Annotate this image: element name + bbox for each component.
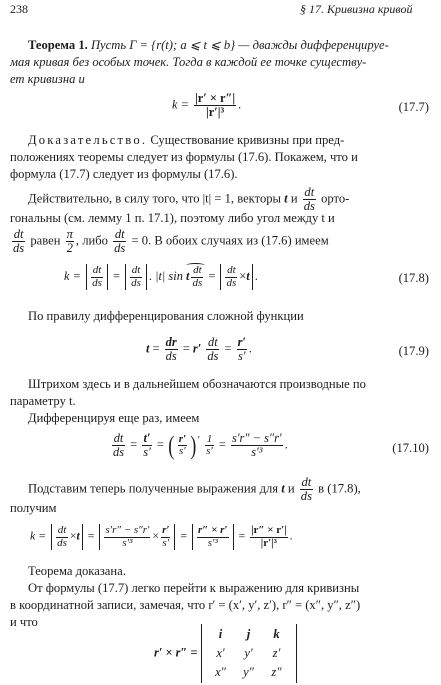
frac-den: s′³	[207, 536, 218, 549]
formula-k-dot: .	[238, 97, 242, 112]
frac-num: dt	[227, 264, 236, 276]
para6-t: t	[281, 481, 285, 496]
equals: =	[130, 437, 138, 452]
theorem-proved: Теорема доказана.	[28, 564, 126, 578]
frac-num: dt	[13, 227, 24, 241]
frac-den: ds	[226, 276, 237, 289]
matrix-cell: y″	[243, 665, 254, 679]
para5: Дифференцируя еще раз, имеем	[28, 411, 200, 425]
abs-bar	[86, 264, 87, 290]
para6-text-a: Подставим теперь полученные выражения для	[28, 481, 279, 496]
equation-number-17-9: (17.9)	[398, 344, 429, 358]
dot: .	[284, 437, 288, 452]
para2-frac-pi-2	[66, 228, 74, 255]
frac-num: dt	[301, 475, 312, 489]
para7: получим	[10, 501, 57, 515]
para2-text-b: и	[290, 191, 298, 206]
para8-line-3: и что	[10, 615, 38, 629]
abs-bar	[233, 524, 234, 550]
para2-text-a: Действительно, в силу того, что |t| = 1, векторы	[28, 191, 281, 206]
matrix-cell: y′	[244, 646, 253, 660]
formula-k-denominator: |r′|³	[206, 105, 225, 119]
equation-number-17-7: (17.7)	[398, 100, 429, 114]
frac-dt-ds	[91, 265, 103, 289]
matrix-cell: j	[246, 627, 251, 641]
determinant-matrix	[201, 624, 297, 683]
para2-frac-dt-ds-2	[12, 228, 25, 255]
frac-num: dt	[92, 264, 102, 276]
proof-line-3: формула (17.7) следует из формулы (17.6).	[10, 167, 238, 181]
frac-cross-s3	[197, 525, 229, 549]
abs-bar	[252, 264, 253, 290]
theorem-label: Теорема 1.	[28, 38, 88, 52]
formula-lhs: k =	[64, 268, 81, 283]
frac-den: s′³	[122, 536, 133, 549]
abs-bar	[174, 524, 175, 550]
proof-text-1: Существование кривизны при пред-	[150, 133, 345, 147]
proof-label: Доказательство.	[28, 133, 148, 147]
frac-dt-ds	[225, 265, 237, 289]
frac-num: 1	[206, 432, 213, 445]
abs-bar	[82, 524, 83, 550]
equals: =	[112, 268, 120, 283]
page-number: 238	[10, 2, 28, 16]
frac-t-s	[142, 432, 152, 459]
matrix-cell: k	[273, 627, 280, 641]
para8-line-2: в координатной записи, замечая, что r′ = (x′, y′, z′), r″ = (x″, y″, z″)	[10, 598, 361, 612]
frac-den: ds	[92, 276, 102, 289]
theorem-text-1: Пусть Γ = {r(t); a ⩽ t ⩽ b} — дважды дифференцируе-	[90, 38, 389, 52]
frac-num: dt	[304, 185, 315, 199]
cross-product-determinant	[154, 624, 297, 683]
frac-num: t′	[143, 431, 151, 445]
equation-number-17-8: (17.8)	[398, 271, 429, 285]
frac-num: |r″ × r′|	[251, 524, 287, 536]
para4-line-2: параметру t.	[10, 394, 76, 408]
frac-dt-ds	[130, 265, 142, 289]
para6-frac-dt-ds	[300, 476, 313, 503]
frac-den: ds	[300, 489, 312, 503]
frac-den: s′	[179, 445, 186, 457]
matrix-cell: x″	[215, 665, 226, 679]
frac-num: π	[66, 227, 73, 241]
abs-bar	[146, 264, 147, 290]
frac-den: ds	[13, 241, 25, 255]
para2-line-3	[10, 228, 329, 255]
r-prime: r′	[192, 341, 202, 356]
para2-text-equal: равен	[30, 233, 61, 248]
abs-bar	[99, 524, 100, 550]
dot: .	[254, 268, 258, 283]
frac-num: r″ × r′	[198, 524, 228, 536]
abs-bar	[192, 524, 193, 550]
equals: =	[87, 528, 95, 543]
frac-second-derivative	[104, 525, 150, 549]
cross-t: t	[246, 268, 250, 283]
formula-k-lhs: k =	[172, 97, 189, 112]
para8-line-1: От формулы (17.7) легко перейти к выражению для кривизны	[28, 581, 360, 595]
frac-den: s′³	[251, 445, 263, 459]
frac-r-s	[161, 525, 170, 549]
para2-text-cases: = 0. В обоих случаях из (17.6) имеем	[131, 233, 329, 248]
frac-den: s′	[206, 445, 213, 457]
frac-den: s′	[237, 349, 246, 363]
equals: =	[224, 341, 232, 356]
frac-r-s	[178, 434, 187, 458]
frac-num: s′r″ − s″r′	[105, 524, 150, 536]
para2-text-c: орто-	[321, 191, 350, 206]
para6-text-c: в (17.8),	[318, 481, 361, 496]
formula-k-fraction	[194, 92, 236, 119]
paren-close: )	[190, 430, 197, 460]
frac-second-derivative	[231, 432, 283, 459]
frac-den: ds	[192, 276, 203, 289]
frac-num: dt	[114, 227, 125, 241]
dot: .	[148, 268, 152, 283]
para4-line-1: Штрихом здесь и в дальнейшем обозначаются производные по	[28, 377, 366, 391]
formula-lhs: k =	[30, 528, 47, 543]
frac-num: r′	[178, 432, 187, 445]
para2-frac-dt-ds-3	[113, 228, 126, 255]
abs-bar	[51, 524, 52, 550]
equals: =	[218, 437, 226, 452]
frac-den: s′	[162, 536, 170, 549]
formula-17-7	[172, 92, 241, 119]
equals: =	[156, 437, 164, 452]
para2-line-1	[28, 186, 349, 213]
proof-line-1	[28, 133, 344, 148]
theorem-line-1	[28, 38, 389, 53]
equals: =	[180, 528, 188, 543]
abs-bar	[107, 264, 108, 290]
frac-dt-ds	[191, 265, 203, 289]
frac-den: ds	[165, 349, 177, 363]
frac-den: s′	[143, 445, 151, 459]
para2-frac-dt-ds	[303, 186, 316, 213]
equals: =	[208, 268, 216, 283]
formula-k-numerator: |r′ × r″|	[195, 91, 236, 105]
frac-num: dt	[208, 335, 218, 349]
frac-dt-ds	[206, 336, 219, 363]
frac-num: dt	[57, 524, 67, 536]
running-header: § 17. Кривизна кривой	[300, 2, 413, 16]
theorem-line-3: ет кривизна и	[10, 72, 85, 86]
lhs-t: t	[146, 341, 150, 356]
equals: =	[152, 341, 160, 356]
formula-17-9	[146, 336, 252, 363]
proof-line-2: положениях теоремы следует из формулы (17.6). Покажем, что и	[10, 150, 358, 164]
frac-den: |r′|³	[260, 536, 277, 549]
frac-dt-ds	[112, 432, 125, 459]
frac-num: r′	[162, 524, 170, 536]
frac-den: ds	[131, 276, 141, 289]
frac-num: dr	[165, 335, 177, 349]
matrix-cell: z′	[272, 646, 281, 660]
frac-dt-ds	[56, 525, 68, 549]
frac-num: dt	[193, 264, 202, 276]
formula-17-10: $\frac{dt}{ds}$ = $\frac{t'}{s'}$ = ( $\frac{r'}{s'}$ )′ $\frac{1}{s'}$ = $\frac{s'r'' - s''r'}{\text{s′³}}$ .	[113, 430, 288, 460]
cross-t: t	[76, 528, 80, 543]
dot: .	[248, 341, 253, 356]
frac-den: ds	[114, 241, 126, 255]
para3: По правилу дифференцирования сложной функции	[28, 309, 304, 323]
para2-line-2: гональны (см. лемму 1 п. 17.1), поэтому либо угол между t и	[10, 211, 335, 225]
formula-k-derivation: k = $\frac{dt}{ds}$ ×t = $\frac{s'r'' - s''r'}{\text{s′³}}$ × $\frac{r'}{s'}$ = $\frac{r'' \times r'}{\text{s′³}}$ = $\frac{|r'' \times r'|}{\text{|r′|³}}$ .	[30, 524, 293, 549]
matrix-cell: x′	[216, 646, 225, 660]
para2-text-either: , либо	[75, 233, 108, 248]
frac-r-s	[237, 336, 247, 363]
frac-num: dt	[131, 264, 141, 276]
frac-final	[250, 525, 288, 549]
abs-t-sin: |t| sin	[155, 268, 183, 283]
paren-open: (	[168, 430, 175, 460]
dot: .	[289, 528, 293, 543]
frac-den: ds	[207, 349, 219, 363]
angle-over-arc	[186, 265, 205, 289]
para6-line-1	[28, 476, 361, 503]
equation-number-17-10: (17.10)	[392, 441, 429, 455]
frac-num: dt	[113, 431, 124, 445]
frac-den: ds	[303, 199, 315, 213]
formula-17-8: k = $\frac{dt}{ds}$ = $\frac{dt}{ds}$ . |t| sin t $\frac{dt}{ds}$ = $\frac{dt}{ds}$ ×t .	[64, 264, 258, 289]
abs-bar	[220, 264, 221, 290]
theorem-line-2: мая кривая без особых точек. Тогда в каждой ее точке существу-	[10, 55, 367, 69]
frac-den: 2	[66, 241, 73, 255]
para2-t: t	[284, 191, 288, 206]
frac-den: ds	[113, 445, 125, 459]
frac-den: ds	[57, 536, 67, 549]
frac-num: s′r″ − s″r′	[232, 431, 282, 445]
frac-dr-ds	[165, 336, 178, 363]
para6-text-b: и	[287, 481, 295, 496]
equals: =	[182, 341, 190, 356]
angle-t: t	[186, 268, 190, 283]
matrix-cell: z″	[271, 665, 282, 679]
frac-1-s	[205, 434, 214, 458]
equals: =	[238, 528, 246, 543]
abs-bar	[125, 264, 126, 290]
matrix-cell: i	[218, 627, 223, 641]
determinant-lhs: r′ × r″ =	[154, 645, 198, 660]
frac-num: r′	[237, 335, 246, 349]
